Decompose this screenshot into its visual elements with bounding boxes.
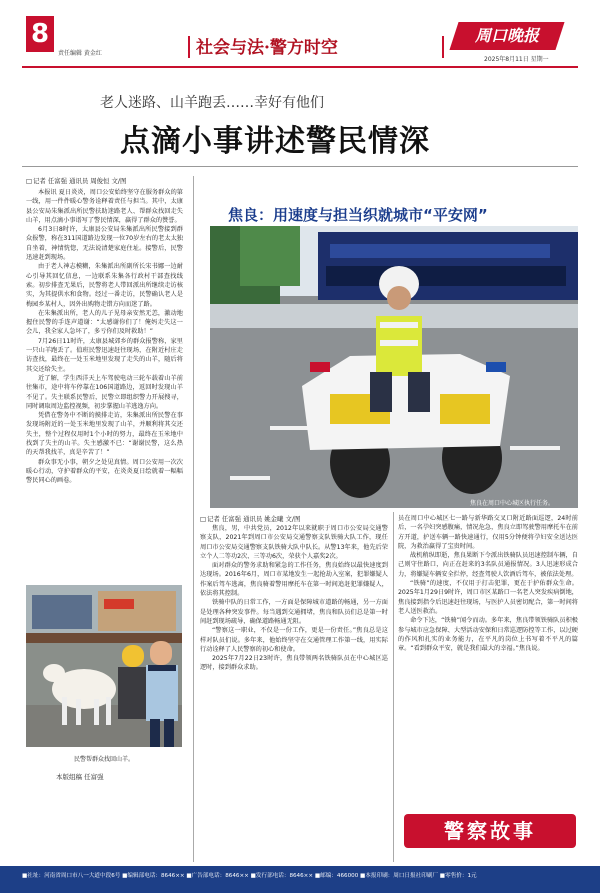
- paragraph: 由于老人神志模糊，朱集派出所副所长宋书娜一边耐心引导其回忆信息，一边联系朱集各行政村干部查找线索。初步排查无果后，民警将老人带回派出所继续走访核实，为其提供水和食物。经过一番走访，民警确认老人是梅园乡某村人，因外出购物走错方向而迷了路。: [26, 263, 183, 308]
- article2-column-2: [398, 514, 578, 810]
- section-divider: [188, 36, 190, 58]
- footer-info: ■社址：河南省周口市八一大道中段6号 ■编辑部电话：8646×× ■广告部电话：8646×× ■发行部电话：8646×× ■邮编：466000 ■本报印刷：周口日报社印刷厂 ■零售价：1元: [22, 873, 477, 879]
- headline-title: 点滴小事讲述警民情深: [120, 124, 430, 159]
- page-number: 8: [26, 16, 54, 52]
- paragraph: 战机稍纵即逝，焦良果断下令派出铁骑队员迅速控制车辆，自己则守住路口，向正在赶来的3名队员通报情况。3人迅速形成合力，将嫌疑车辆安全拦停，经查驾驶人饮酒后驾车，被依法处理。: [398, 552, 578, 578]
- paragraph: 本报讯 夏日炎炎，周口公安始终坚守在服务群众的第一线，用一件件暖心警务诠释着责任与担当。其中，太康县公安局朱集派出所民警扶助迷路老人、帮群众找回走失山羊，用点滴小事谱写了警民情深，赢得了群众的赞誉。: [26, 189, 183, 224]
- paragraph: 群众事无小事，朝夕之处见真情。周口公安用一次次暖心行动，守护着群众的平安，在炎炎夏日绘就着一幅幅警民同心的画卷。: [26, 458, 183, 485]
- paragraph: 6月3日8时许，太康县公安局朱集派出所民警接到群众报警，称在311国道路边发现一位70岁左右的老太太独自坐着，神情恍惚，无法说清楚家庭住址。接警后，民警迅速赶到现场。: [26, 226, 183, 262]
- paragraph: 焦良，男，中共党员，2012年以来就职于周口市公安局交通警察支队，2021年到周口市公安局交通警察支队铁骑大队工作，现任周口市公安局交通警察支队铁骑大队中队长。从警13年来，他先后荣立个人二等功2次、三等功6次，荣获个人嘉奖2次。: [200, 525, 388, 560]
- photo-caption: 焦良在周口中心城区执行任务。: [470, 500, 555, 507]
- paragraph: 铁骑中队的日常工作，一方面是保障城市道路的畅通，另一方面是处理各种突发事件。每当遇到交通拥堵，焦良和队员们总是第一时间赶到现场疏导，确保道路畅通无阻。: [200, 599, 388, 625]
- paragraph: 命令下达，“铁骑”闻令而动。多年来，焦良带领铁骑队员积极参与城市应急保障、大型活动安保和日常巡逻防控等工作，以过硬的作风和扎实的业务能力，在平凡的岗位上书写着不平凡的篇章。“看到群众平安，就是我们最大的幸福。”焦良说。: [398, 617, 578, 653]
- paragraph: 面对群众的警务求助和紧急的工作任务，焦良始终以最快速度到达现场。2016年6月，周口市某地发生一起抢劫入室案，犯罪嫌疑人作案后驾车逃离，焦良骑着警用摩托车在第一时间追赶犯罪嫌疑人，依法将其控制。: [200, 562, 388, 598]
- issue-date: 2025年8月11日 星期一: [484, 56, 549, 63]
- headline-kicker: 老人迷路、山羊跑丢……幸好有他们: [100, 95, 324, 111]
- article2-subhead: 焦良：用速度与担当织就城市“平安网”: [228, 206, 488, 224]
- paragraph: 在朱集派出所，老人的儿子见母亲安然无恙，激动地握住民警的手连声道谢：“太感谢你们了！俺妈走失这一会儿，我全家人急坏了，多亏你们及时救助！”: [26, 309, 183, 336]
- header-rule: [22, 66, 578, 68]
- paragraph: 凭借在警务中不断的摸排走访，朱集派出所民警在事发现场附近的一处玉米地里发现了山羊，并顺利将其交还失主，整个过程仅用时1个小时的努力，最终在玉米地中找到了失主的山羊。失主感激不已：“谢谢民警，这么热的天帮我找羊，真是辛苦了！”: [26, 412, 183, 457]
- paragraph: “铁骑”的速度，不仅用于打击犯罪，更在于护佑群众生命。2025年1月29日9时许，周口市区某路口一名老人突发疾病倒地，焦良接到指令后迅速赶往现场，与医护人员密切配合，第一时间将老人送医救治。: [398, 580, 578, 615]
- goat-photo: [26, 585, 182, 747]
- paragraph: 7月26日11时许，太康县城郊乡的群众报警称，家里一只山羊跑丢了。值班民警迅速赶往现场，在附近村庄走访查找，最终在一处玉米地里发现了走失的山羊，随后将其交还给失主。: [26, 337, 183, 373]
- editor-credit: 责任编辑 黄金红: [58, 50, 102, 57]
- article1-body: [26, 188, 183, 583]
- paragraph: 员在周口中心城区七一路与新华路交叉口附近路面巡逻，24时前后，一名孕妇突感腹痛，情况危急，焦良立即驾驶警用摩托车在前方开道，护送车辆一路快速通行，仅用5分钟便将孕妇安全送达医院，为救治赢得了宝贵时间。: [398, 515, 578, 550]
- section-divider: [442, 36, 444, 58]
- article2-byline: □ 记者 任富强 通讯员 姚金曦 文/图: [200, 514, 300, 523]
- article1-byline: □ 记者 任富强 通讯员 周俊恒 文/图: [26, 176, 126, 185]
- photo-caption: 民警帮群众找回山羊。: [74, 756, 135, 763]
- police-story-badge: 警察故事: [404, 814, 576, 848]
- column-divider: [193, 176, 194, 862]
- paragraph: 2025年7月22日23时许，焦良带领两名铁骑队员在中心城区巡逻时，接到群众求助。: [200, 655, 388, 672]
- section-title: 社会与法·警方时空: [196, 38, 338, 58]
- paragraph: “警察这一职业，不仅是一份工作，更是一份责任。”焦良总是这样对队员们说。多年来，他始终坚守在交通管理工作第一线，用实际行动诠释了人民警察的初心和使命。: [200, 627, 388, 653]
- newspaper-logo: 周口晚报: [449, 22, 564, 50]
- paragraph: 近了解，学生西洋天上车驾驶电动三轮车载着山羊前往集市，途中将车停靠在106国道路边，返回时发现山羊不见了。失主联系民警后，民警立即组织警力开展搜寻，同时调取周边监控视频，初步掌握山羊逃逸方向。: [26, 374, 183, 410]
- headline-rule: [22, 166, 578, 167]
- column-divider: [393, 512, 394, 862]
- compiler-note: 本版组稿 任富强: [56, 773, 104, 781]
- article2-column-1: [200, 524, 388, 862]
- police-motorcycle-photo: [210, 226, 578, 508]
